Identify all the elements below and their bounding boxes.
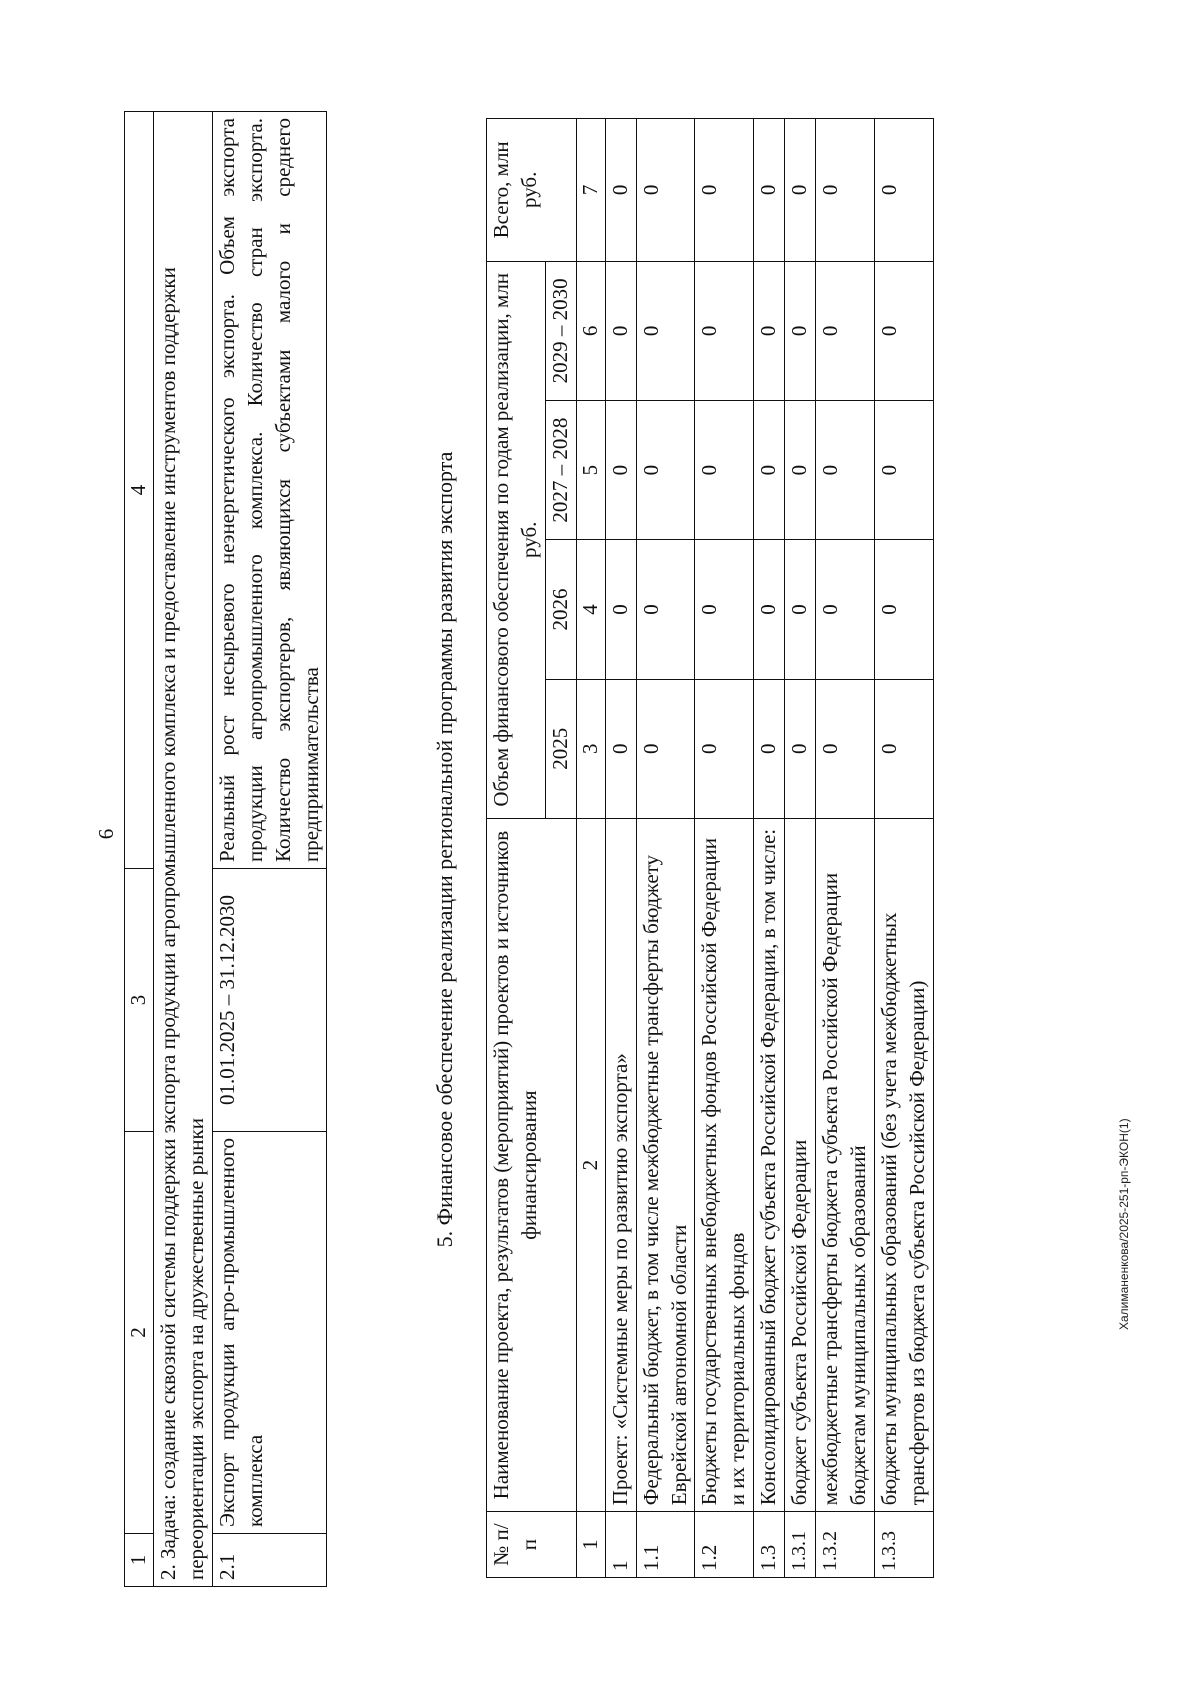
value-cell: 0 (874, 261, 933, 400)
row-number: 1 (605, 1512, 636, 1578)
col-number: 7 (576, 119, 605, 262)
table-row (754, 119, 785, 1578)
header-name: Наименование проекта, результатов (мероприятий) проектов и источников финансирования (487, 818, 577, 1511)
table-row (212, 112, 327, 1587)
row-name: Экспорт продукции агро-промышленного комплекса (212, 1132, 327, 1534)
value-cell: 0 (816, 540, 875, 679)
header-volume: Объем финансового обеспечения по годам реализации, млн руб. (487, 261, 546, 818)
value-cell: 0 (636, 261, 695, 400)
header-year: 2026 (545, 540, 576, 679)
row-number: 1.2 (695, 1512, 754, 1578)
col-number-3: 3 (125, 869, 154, 1132)
col-number-1: 1 (125, 1534, 154, 1587)
value-cell: 0 (636, 540, 695, 679)
row-number: 2.1 (212, 1534, 327, 1587)
value-cell: 0 (874, 679, 933, 818)
finance-table-wrapper (486, 118, 934, 1578)
task-row (153, 112, 212, 1587)
value-cell: 0 (695, 261, 754, 400)
top-table-wrapper (124, 112, 327, 1587)
row-period: 01.01.2025 – 31.12.2030 (212, 869, 327, 1132)
value-cell: 0 (785, 679, 816, 818)
value-cell: 0 (754, 400, 785, 539)
col-number-2: 2 (125, 1132, 154, 1534)
row-number: 1.1 (636, 1512, 695, 1578)
value-cell: 0 (754, 679, 785, 818)
row-number: 1.3 (754, 1512, 785, 1578)
value-cell: 0 (874, 540, 933, 679)
row-name: бюджеты муниципальных образований (без учета межбюджетных трансфертов из бюджета субъекта Российской Федерации) (874, 818, 933, 1511)
document-footer: Халиманенкова/2025-251-рп-ЭКОН(1) (1117, 1118, 1131, 1330)
value-cell: 0 (695, 540, 754, 679)
row-number: 1.3.2 (816, 1512, 875, 1578)
value-cell: 0 (785, 540, 816, 679)
table-row (695, 119, 754, 1578)
col-number-4: 4 (125, 112, 154, 869)
table-row (636, 119, 695, 1578)
row-name: бюджет субъекта Российской Федерации (785, 818, 816, 1511)
value-cell: 0 (605, 119, 636, 262)
finance-col-numbers-row (576, 119, 605, 1578)
col-number: 1 (576, 1512, 605, 1578)
row-name: межбюджетные трансферты бюджета субъекта Российской Федерации бюджетам муниципальных образований (816, 818, 875, 1511)
value-cell: 0 (636, 119, 695, 262)
page-number: 6 (94, 828, 118, 840)
value-cell: 0 (605, 400, 636, 539)
header-year: 2027 – 2028 (545, 400, 576, 539)
row-number: 1.3.1 (785, 1512, 816, 1578)
value-cell: 0 (605, 679, 636, 818)
value-cell: 0 (816, 400, 875, 539)
top-table (124, 111, 327, 1587)
value-cell: 0 (605, 540, 636, 679)
value-cell: 0 (605, 261, 636, 400)
value-cell: 0 (754, 261, 785, 400)
col-number: 6 (576, 261, 605, 400)
row-name: Федеральный бюджет, в том числе межбюджетные трансферты бюджету Еврейской автономной области (636, 818, 695, 1511)
finance-header-row-1 (487, 119, 546, 1578)
row-indicators: Реальный рост несырьевого неэнергетического экспорта. Объем экспорта продукции агропромышленного комплекса. Количество стран экспорта. Количество экспортеров, являющихся субъектами малого и среднего предпринимательства (212, 112, 327, 869)
row-number: 1.3.3 (874, 1512, 933, 1578)
value-cell: 0 (636, 679, 695, 818)
value-cell: 0 (695, 400, 754, 539)
row-name: Бюджеты государственных внебюджетных фондов Российской Федерации и их территориальных фондов (695, 818, 754, 1511)
value-cell: 0 (695, 119, 754, 262)
header-num: № п/п (487, 1512, 577, 1578)
value-cell: 0 (816, 261, 875, 400)
col-number: 5 (576, 400, 605, 539)
row-name: Консолидированный бюджет субъекта Российской Федерации, в том числе: (754, 818, 785, 1511)
value-cell: 0 (816, 119, 875, 262)
table-row (816, 119, 875, 1578)
task-text: 2. Задача: создание сквозной системы поддержки экспорта продукции агропромышленного комплекса и предоставление инструментов поддержки переориентации экспорта на дружественные рынки (153, 112, 212, 1587)
top-table-header-row (125, 112, 154, 1587)
value-cell: 0 (874, 400, 933, 539)
value-cell: 0 (785, 261, 816, 400)
finance-table (486, 118, 934, 1578)
col-number: 2 (576, 818, 605, 1511)
value-cell: 0 (754, 540, 785, 679)
header-year: 2025 (545, 679, 576, 818)
value-cell: 0 (695, 679, 754, 818)
value-cell: 0 (785, 400, 816, 539)
table-row (874, 119, 933, 1578)
value-cell: 0 (816, 679, 875, 818)
header-year: 2029 – 2030 (545, 261, 576, 400)
value-cell: 0 (785, 119, 816, 262)
value-cell: 0 (636, 400, 695, 539)
table-row (605, 119, 636, 1578)
header-total: Всего, млн руб. (487, 119, 577, 262)
section-title: 5. Финансовое обеспечение реализации региональной программы развития экспорта (432, 451, 457, 1248)
row-name: Проект: «Системные меры по развитию экспорта» (605, 818, 636, 1511)
table-row (785, 119, 816, 1578)
value-cell: 0 (754, 119, 785, 262)
value-cell: 0 (874, 119, 933, 262)
col-number: 3 (576, 679, 605, 818)
col-number: 4 (576, 540, 605, 679)
